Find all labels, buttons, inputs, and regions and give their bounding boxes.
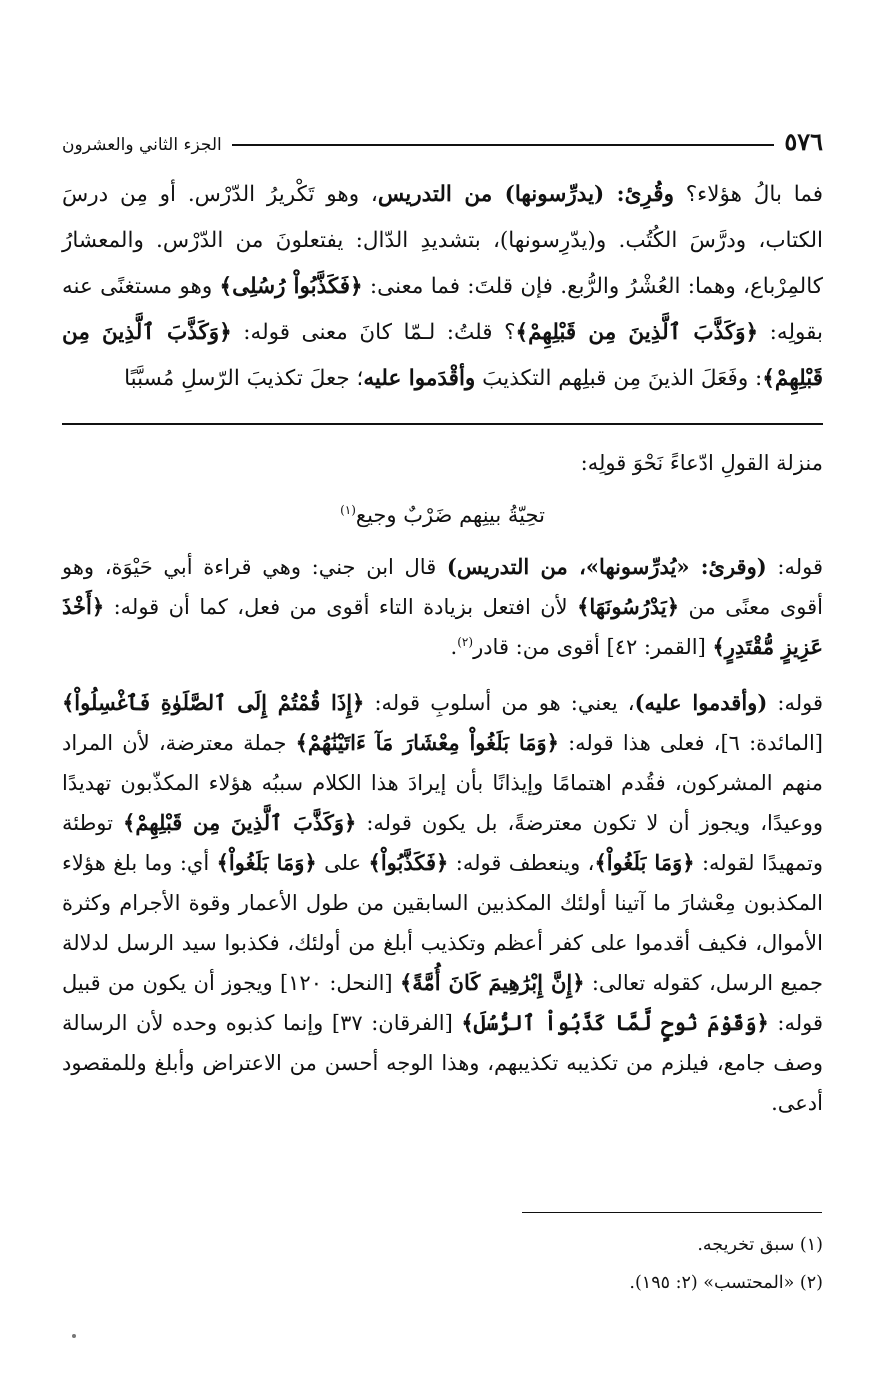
text-segment: قوله: [766, 555, 823, 579]
footnote: (١) سبق تخريجه. [697, 1235, 823, 1255]
quran-verse: ﴿إِنَّ إِبْرَٰهِيمَ كَانَ أُمَّةً﴾ [399, 970, 585, 995]
print-mark [72, 1334, 76, 1338]
footnotes [62, 1226, 823, 1302]
text-segment: قوله: [767, 691, 824, 715]
quoted-main-text [62, 172, 823, 402]
text-segment: . [450, 635, 458, 659]
header-rule [232, 144, 775, 146]
poetry-verse [62, 495, 823, 535]
text-segment: ؛ جعلَ تكذيبَ الرّسلِ مُسبَّبًا [124, 366, 364, 391]
text-segment: [القمر: ٤٢] أقوى من: قادر [473, 635, 713, 659]
text-segment: : وفَعَلَ الذينَ مِن قبلِهم التكذيبَ [482, 366, 763, 391]
footnote-rule [522, 1212, 822, 1213]
text-segment: فما بالُ هؤلاء؟ [685, 182, 823, 207]
footnote-ref: (١) [340, 503, 356, 517]
bold-lemma: وأقْدَموا عليه [363, 366, 476, 391]
running-title: الجزء الثاني والعشرون [62, 135, 222, 155]
text-segment: على [316, 851, 369, 875]
quran-verse: ﴿فَكَذَّبُواْ﴾ [368, 850, 449, 875]
text-segment: ، وينعطف قوله: [448, 851, 595, 875]
verse-text: تحِيّةُ بينِهم ضَرْبٌ وجيع [355, 503, 545, 527]
quran-verse: ﴿وَكَذَّبَ ٱلَّذِينَ مِن قَبْلِهِمْ﴾ [62, 320, 823, 391]
text-segment: [الفرقان: ٣٧] وإنما كذبوه وحده لأن الرسالة وصف جامع، فيلزم من تكذيبه تكذيبهم، وهذا الوجه أحسن من الاعتراض وأبلغ وللمقصود أدعى. [62, 1011, 823, 1115]
text-segment: وهو مستغنًى عنه بقولِه: [62, 274, 823, 345]
commentary-line: منزلة القولِ ادّعاءً نَحْوَ قولِه: [580, 451, 823, 475]
bold-lemma: (وقرئ: «يُدرِّسونها»، من التدريس) [446, 554, 767, 579]
text-segment: أي: وما بلغ هؤلاء المكذبون مِعْشارَ ما آتينا أولئك المكذبين السابقين من طول الأعمار وقوة الأجرام وكثرة الأموال، فكيف أقدموا على كفر أعظم وتكذيب أبلغ من أولئك، فكذبوا سيد الرسل لدلالة جميع الرسل، كقوله تعالى: [62, 851, 824, 995]
text-segment: ، وهو تَكْريرُ الدّرْس. أو مِن درسَ الكتاب، ودرَّسَ الكُتُب. و(يدّرِسونها)، بتشديدِ الدّال: يفتعلونَ من الدّرْس. والمعشارُ كالمِرْباع، وهما: العُشْرُ والرُّبع. فإن قلتَ: فما معنى: [62, 182, 823, 299]
quran-verse: ﴿إِذَا قُمْتُمْ إِلَى ٱلصَّلَوٰةِ فَٱغْسِلُواْ﴾ [62, 690, 365, 715]
section-divider [62, 423, 823, 425]
text-segment: [النحل: ١٢٠] ويجوز أن يكون من قبيل قوله: [62, 971, 823, 1035]
text-segment: جملة معترضة، لأن المراد منهم المشركون، فقُدم اهتمامًا وإيذانًا بأن إيرادَ هذا الكلام سببُه هؤلاء المكذّبون تهديدًا ووعيدًا، ويجوز أن لا تكون معترضةً، بل يكون قوله: [62, 731, 823, 835]
quran-verse: ﴿فَكَذَّبُواْ رُسُلِى﴾ [219, 274, 363, 299]
page-header [62, 118, 823, 154]
text-segment: [المائدة: ٦]، فعلى هذا قوله: [558, 731, 823, 755]
text-segment: توطئة وتمهيدًا لقوله: [62, 811, 823, 875]
commentary-text [62, 443, 823, 1123]
commentary-paragraph [62, 683, 823, 1123]
text-segment: ؟ قلتُ: لـمّا كانَ معنى قوله: [243, 320, 516, 345]
quran-verse: ﴿أَخْذَ عَزِيزٍ مُّقْتَدِرٍ﴾ [62, 594, 823, 659]
page-number: ٥٧٦ [784, 127, 823, 156]
text-segment: ، يعني: هو من أسلوبِ قوله: [364, 691, 635, 715]
quran-verse: ﴿وَكَذَّبَ ٱلَّذِينَ مِن قَبْلِهِمْ﴾ [515, 320, 759, 345]
quran-verse: ﴿وَمَا بَلَغُواْ﴾ [594, 850, 695, 875]
text-segment: قال ابن جني: وهي قراءة أبي حَيْوَة، وهو أقوى معنًى من [62, 555, 824, 619]
quran-verse: ﴿يَدْرُسُونَهَا﴾ [577, 594, 680, 619]
bold-lemma: (وأقدموا عليه) [634, 690, 768, 715]
footnote: (٢) «المحتسب» (٢: ١٩٥). [629, 1273, 823, 1293]
quran-verse: ﴿وَقَوْمَ نُوحٍ لَّمَّا كَذَّبُواْ ٱلرُّسُلَ﴾ [461, 1010, 769, 1035]
bold-lemma: وقُرِئ: (يدرِّسونها) من التدريس [377, 182, 674, 207]
text-segment: لأن افتعل بزيادة التاء أقوى من فعل، كما أن قوله: [104, 595, 578, 619]
commentary-paragraph [62, 547, 823, 667]
quran-verse: ﴿وَمَا بَلَغُواْ﴾ [216, 850, 317, 875]
quran-verse: ﴿وَمَا بَلَغُواْ مِعْشَارَ مَآ ءَاتَيْنَٰهُمْ﴾ [295, 730, 559, 755]
quran-verse: ﴿وَكَذَّبَ ٱلَّذِينَ مِن قَبْلِهِمْ﴾ [123, 810, 357, 835]
footnote-ref: (٢) [457, 635, 474, 649]
quoted-paragraph [62, 172, 823, 402]
